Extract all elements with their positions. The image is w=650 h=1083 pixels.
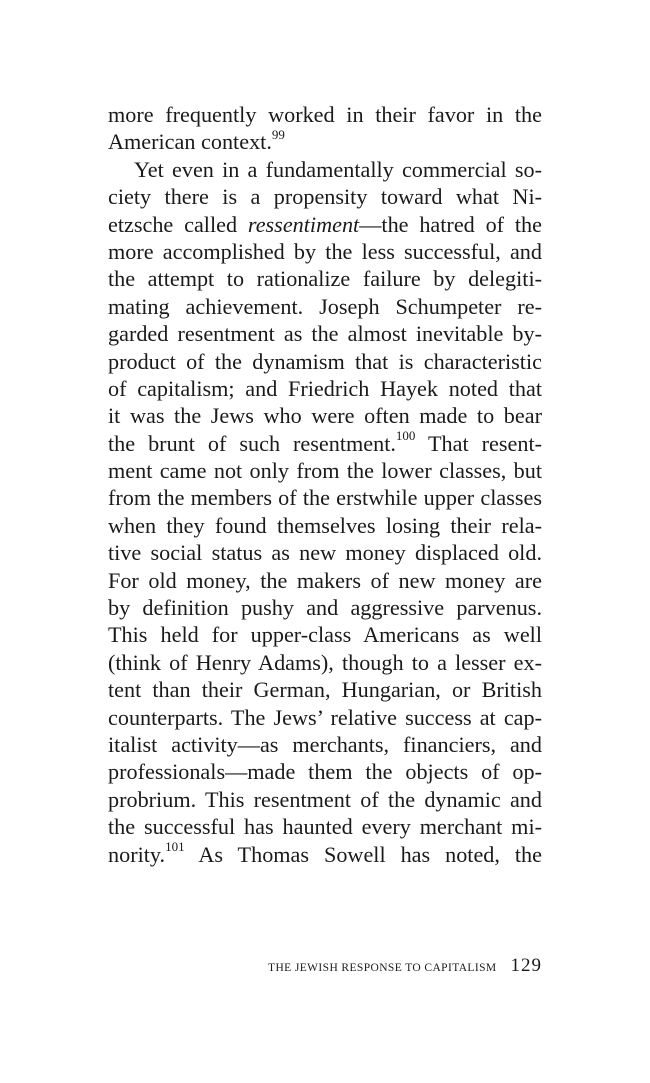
text-line: [108, 841, 542, 868]
text-line: ment came not only from the lower classes, but: [108, 458, 542, 484]
text-line: This held for upper-class Americans as well: [108, 622, 542, 648]
text-run: As Thomas Sowell has noted, the: [184, 841, 542, 867]
text-line: the attempt to rationalize failure by delegiti-: [108, 266, 542, 292]
text-line: of capitalism; and Friedrich Hayek noted that: [108, 375, 542, 401]
text-line: the successful has haunted every merchant mi-: [108, 814, 542, 840]
text-line: tive social status as new money displaced old.: [108, 540, 542, 566]
text-run: etzsche called: [108, 211, 248, 237]
text-line: ciety there is a propensity toward what Ni-: [108, 184, 542, 210]
text-line: from the members of the erstwhile upper classes: [108, 485, 542, 511]
text-line: product of the dynamism that is characteristic: [108, 348, 542, 374]
text-line: (think of Henry Adams), though to a lesser ex-: [108, 649, 542, 675]
text-line: [108, 128, 542, 155]
text-run: —the hatred of the: [359, 211, 542, 237]
footnote-ref-101[interactable]: 101: [165, 839, 185, 855]
page-number: 129: [510, 955, 542, 976]
text-line: it was the Jews who were often made to bear: [108, 403, 542, 429]
footnote-ref-100[interactable]: 100: [395, 428, 416, 444]
text-line: italist activity—as merchants, financiers, and: [108, 731, 542, 757]
text-line: tent than their German, Hungarian, or British: [108, 677, 542, 703]
text-line: when they found themselves losing their rela-: [108, 512, 542, 538]
text-line: professionals—made them the objects of op-: [108, 759, 542, 785]
text-line: more frequently worked in their favor in the: [108, 102, 542, 127]
footnote-ref-99[interactable]: 99: [271, 127, 285, 143]
text-run: That resent-: [415, 430, 543, 456]
text-line: counterparts. The Jews’ relative success at cap-: [108, 704, 542, 730]
running-head: THE JEWISH RESPONSE TO CAPITALISM: [268, 962, 497, 974]
page-footer: [108, 955, 542, 977]
text-line: by definition pushy and aggressive parvenus.: [108, 595, 542, 621]
text-line: probrium. This resentment of the dynamic and: [108, 786, 542, 812]
text-run: American context.: [108, 129, 272, 155]
text-line: garded resentment as the almost inevitable by-: [108, 321, 542, 347]
text-line: [108, 211, 542, 238]
italic-term: ressentiment: [247, 211, 360, 237]
text-line: [108, 430, 542, 457]
text-line: mating achievement. Joseph Schumpeter re-: [108, 293, 542, 319]
paragraph-first-line: Yet even in a fundamentally commercial so-: [134, 156, 542, 182]
text-run: the brunt of such resentment.: [108, 430, 396, 456]
text-line: For old money, the makers of new money are: [108, 567, 542, 593]
text-line: more accomplished by the less successful, and: [108, 238, 542, 264]
body-text: [108, 101, 542, 868]
text-run: nority.: [108, 841, 166, 867]
